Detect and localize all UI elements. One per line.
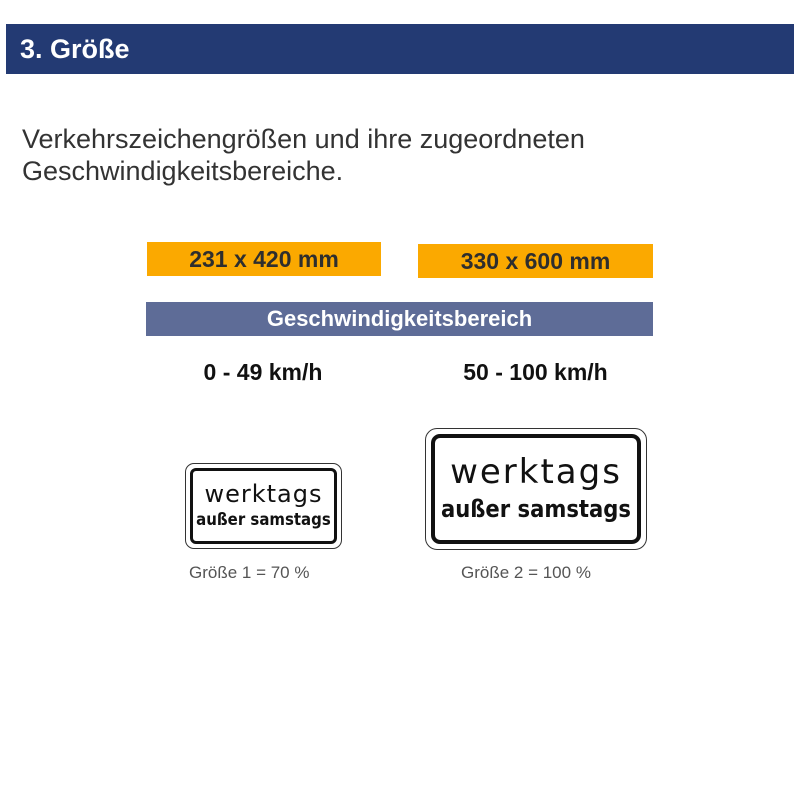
- intro-line-1: Verkehrszeichengrößen und ihre zugeordneten: [22, 124, 585, 154]
- sign-text-line-1: werktags: [204, 480, 323, 508]
- sign-text-line-1: werktags: [450, 452, 622, 492]
- sign-plate: [190, 468, 337, 544]
- sign-caption-1: Größe 1 = 70 %: [189, 563, 310, 582]
- speed-range-header: Geschwindigkeitsbereich: [146, 302, 653, 336]
- size-label-2: 330 x 600 mm: [418, 244, 653, 278]
- intro-text: [22, 123, 722, 187]
- size-label-1: 231 x 420 mm: [147, 242, 381, 276]
- sign-caption-2: Größe 2 = 100 %: [461, 563, 591, 582]
- speed-range-2: 50 - 100 km/h: [463, 359, 608, 385]
- section-title: 3. Größe: [20, 34, 130, 64]
- sign-text-line-2: außer samstags: [441, 495, 632, 523]
- traffic-sign-size-1: [185, 463, 342, 549]
- speed-range-1: 0 - 49 km/h: [203, 359, 323, 385]
- sign-plate: [431, 434, 641, 544]
- traffic-sign-size-2: [425, 428, 647, 550]
- section-header: [6, 24, 794, 74]
- sign-text-line-2: außer samstags: [196, 510, 331, 530]
- intro-line-2: Geschwindigkeitsbereiche.: [22, 156, 344, 186]
